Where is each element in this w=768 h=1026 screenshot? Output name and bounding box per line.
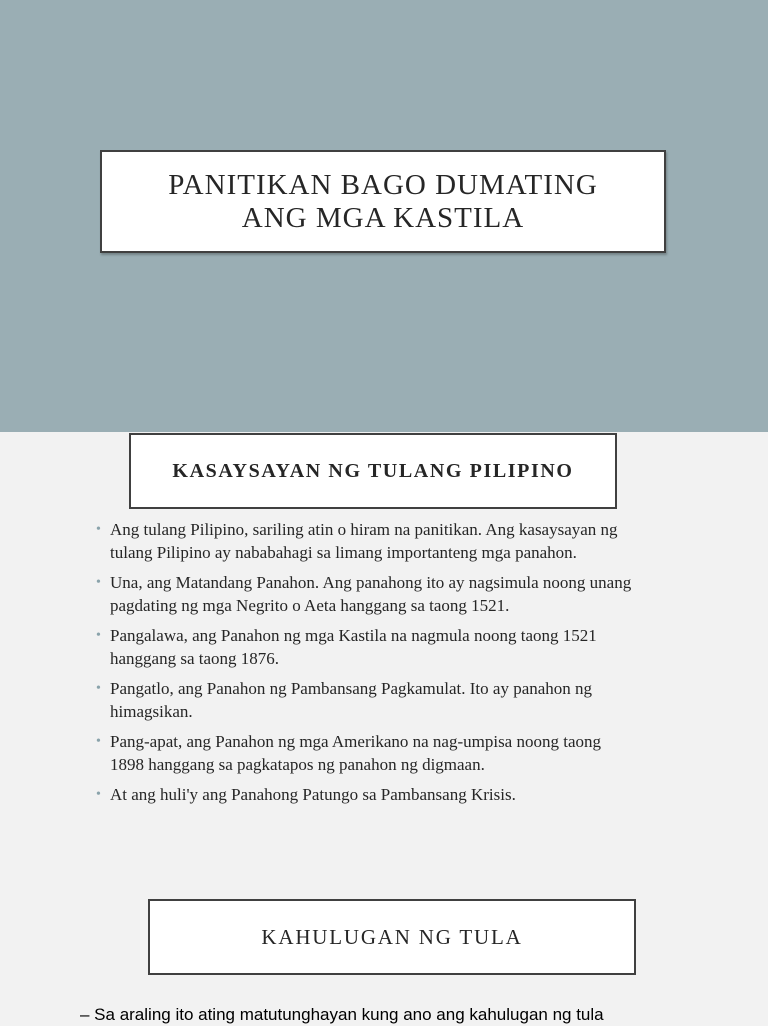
list-item — [96, 624, 636, 670]
bullet-text: Pangatlo, ang Panahon ng Pambansang Pagkamulat. Ito ay panahon ng himagsikan. — [110, 679, 593, 721]
title-box — [100, 150, 666, 253]
bullet-icon: • — [96, 734, 101, 749]
kahulugan-heading: KAHULUGAN NG TULA — [261, 924, 523, 949]
bullet-icon: • — [96, 522, 101, 537]
slide-title: PANITIKAN BAGO DUMATING ANG MGA KASTILA — [168, 168, 598, 234]
bullet-icon: • — [96, 787, 101, 802]
list-item — [96, 518, 636, 564]
content-slide — [0, 432, 768, 1024]
bullet-icon: • — [96, 628, 101, 643]
bullet-list — [96, 518, 636, 813]
list-item — [96, 730, 636, 776]
list-item — [96, 783, 636, 806]
bullet-text: Ang tulang Pilipino, sariling atin o hiram na panitikan. Ang kasaysayan ng tulang Pilipino ay nababahagi sa limang importanteng mga panahon. — [110, 520, 618, 562]
section-heading-box — [129, 433, 617, 509]
section-heading: KASAYSAYAN NG TULANG PILIPINO — [172, 459, 574, 482]
list-item — [96, 571, 636, 617]
bullet-icon: • — [96, 681, 101, 696]
bullet-text: At ang huli'y ang Panahong Patungo sa Pambansang Krisis. — [110, 785, 516, 804]
body-text: – Sa araling ito ating matutunghayan kung ano ang kahulugan ng tula — [80, 1005, 604, 1024]
title-slide — [0, 0, 768, 432]
kahulugan-heading-box — [148, 899, 636, 975]
bullet-text: Pang-apat, ang Panahon ng mga Amerikano na nag-umpisa noong taong 1898 hanggang sa pagkatapos ng panahon ng digmaan. — [110, 732, 601, 774]
bullet-text: Pangalawa, ang Panahon ng mga Kastila na nagmula noong taong 1521 hanggang sa taong 1876. — [110, 626, 597, 668]
list-item — [96, 677, 636, 723]
bullet-text: Una, ang Matandang Panahon. Ang panahong ito ay nagsimula noong unang pagdating ng mga Negrito o Aeta hanggang sa taong 1521. — [110, 573, 632, 615]
bullet-icon: • — [96, 575, 101, 590]
